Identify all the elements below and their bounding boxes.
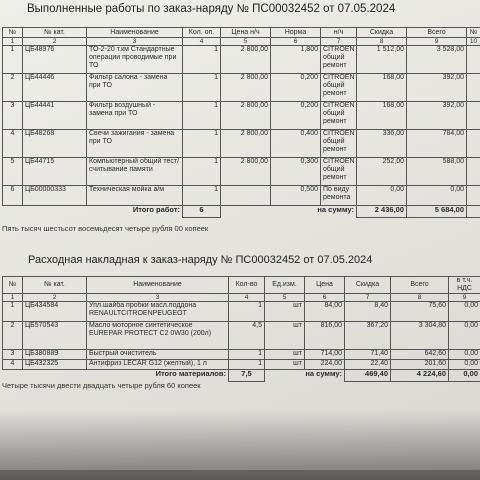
row-code: ЦБ44441 [23,102,87,130]
works-col-disc: Скидка [357,28,407,38]
row-code: ЦБ434584 [23,302,87,322]
materials-table [2,276,480,382]
row-discount: 367,20 [345,322,391,350]
row-nh: CITROEN общий ремонт [321,74,357,102]
materials-footer-discount: 469,40 [345,370,391,382]
materials-col-code: № кат. [23,277,87,294]
row-qty: 1 [183,102,221,130]
row-number: 1 [3,46,23,74]
row-nh: CITROEN общий ремонт [321,46,357,74]
table-row [3,350,480,360]
works-col-price: Цена н/ч [221,28,271,38]
row-price: 2 800,00 [221,74,271,102]
row-total: 392,00 [407,102,467,130]
materials-footer-vat: 0,00 [449,370,480,382]
row-total: 784,00 [407,130,467,158]
row-vat: 0,00 [449,322,480,350]
row-number: 5 [3,158,23,186]
row-total: 201,60 [391,360,449,370]
materials-header-row [3,277,480,294]
row-price: 2 800,00 [221,102,271,130]
row-nh: CITROEN общий ремонт [321,102,357,130]
row-unit: шт [265,350,305,360]
row-qty: 1 [183,74,221,102]
row-norm: 1,800 [271,46,321,74]
row-total: 3 304,80 [391,322,449,350]
row-qty: 1 [183,46,221,74]
row-name: ТО-2-20 т.км Стандартные операции проводимые при ТО [87,46,183,74]
works-index: 2 [23,38,87,46]
row-name: Компьютерный общий тест/считывание памяти [87,158,183,186]
works-col-n2: № [467,28,480,38]
row-number: 2 [3,322,23,350]
row-vat: 0,00 [449,350,480,360]
table-row [3,186,480,206]
row-code: ЦБ48976 [23,46,87,74]
materials-index: 6 [305,294,345,302]
works-col-name: Наименование [87,28,183,38]
row-code: ЦБ00000333 [23,186,87,206]
works-index: 9 [407,38,467,46]
works-index: 8 [357,38,407,46]
works-header-row [3,28,480,38]
table-row [3,130,480,158]
row-name: Упл.шайба пробки масл.поддона RENAULTCITROENPEUGEOT [87,302,229,322]
row-discount: 168,00 [357,74,407,102]
row-discount: 8,40 [345,302,391,322]
row-nh: CITROEN общий ремонт [321,130,357,158]
table-row [3,322,480,350]
materials-col-qty: Кол-во [229,277,265,294]
row-total: 642,60 [391,350,449,360]
table-row [3,158,480,186]
works-footer-sum-label: на сумму: [317,205,354,214]
row-code: ЦБ380889 [23,350,87,360]
works-index: 10 [467,38,480,46]
materials-col-name: Наименование [87,277,229,294]
works-index: 3 [87,38,183,46]
row-code: ЦБ44446 [23,74,87,102]
row-code: ЦБ48268 [23,130,87,158]
row-nh: По виду ремонта [321,186,357,206]
row-discount: 22,40 [345,360,391,370]
materials-col-disc: Скидка [345,277,391,294]
row-price [221,186,271,206]
works-footer-row [3,206,480,218]
row-discount: 71,40 [345,350,391,360]
row-price: 2 800,00 [221,130,271,158]
materials-col-total: Всего [391,277,449,294]
materials-index: 9 [449,294,480,302]
table-row [3,102,480,130]
row-total: 588,00 [407,158,467,186]
row-number: 2 [3,74,23,102]
row-name: Фильтр воздушный - замена при ТО [87,102,183,130]
works-footer-label: Итого работ: [132,205,180,214]
works-footer-discount: 2 436,00 [357,206,407,218]
row-price: 224,00 [305,360,345,370]
works-index: 5 [221,38,271,46]
materials-title: Расходная накладная к заказ-наряду № ПС00032452 от 07.05.2024 [28,254,373,266]
works-col-nh: н/ч [321,28,357,38]
row-discount: 168,00 [357,102,407,130]
works-title: Выполненные работы по заказ-наряду № ПС00032452 от 07.05.2024 [27,3,396,15]
materials-index-row [3,294,480,302]
materials-col-unit: Ед.изм. [265,277,305,294]
row-number: 4 [3,130,23,158]
works-col-qty: Кол. оп. [183,28,221,38]
row-name: Масло моторное синтетическое EUREPAR PROTECT C2 0W30 (200л) [87,322,229,350]
materials-footer-row [3,370,480,382]
works-index: 7 [321,38,357,46]
row-code: ЦБ570543 [23,322,87,350]
works-footer-qty: 6 [183,206,221,218]
materials-index: 5 [265,294,305,302]
row-discount: 336,00 [357,130,407,158]
row-qty: 1 [229,360,265,370]
materials-index: 7 [345,294,391,302]
row-qty: 1 [183,186,221,206]
works-footer-total: 5 684,00 [407,206,467,218]
materials-index: 1 [3,294,23,302]
row-name: Быстрый очиститель [87,350,229,360]
works-index: 6 [271,38,321,46]
row-price: 714,00 [305,350,345,360]
row-qty: 1 [229,350,265,360]
row-price: 816,00 [305,322,345,350]
row-qty: 1 [183,158,221,186]
materials-index: 4 [229,294,265,302]
row-vat: 0,00 [449,302,480,322]
row-norm: 0,400 [271,130,321,158]
works-index: 4 [183,38,221,46]
materials-footer-total: 4 224,60 [391,370,449,382]
row-unit: шт [265,360,305,370]
row-number: 3 [3,102,23,130]
materials-col-vat: в т.ч. НДС [449,277,480,294]
row-qty: 1 [183,130,221,158]
row-total: 0,00 [407,186,467,206]
row-number: 1 [3,302,23,322]
row-price: 84,00 [305,302,345,322]
row-number: 4 [3,360,23,370]
row-name: Техническая мойка а/м [87,186,183,206]
row-total: 75,60 [391,302,449,322]
table-row [3,46,480,74]
materials-index: 2 [23,294,87,302]
row-norm: 0,200 [271,102,321,130]
works-amount-in-words: Пять тысяч шестьсот восемьдесят четыре рубля 00 копеек [2,224,209,233]
row-discount: 1 512,00 [357,46,407,74]
works-col-n: № [3,28,23,38]
row-name: Антифриз LECAR G12 (желтый), 1 л [87,360,229,370]
row-price: 2 800,00 [221,46,271,74]
materials-index: 3 [87,294,229,302]
row-norm: 0,200 [271,74,321,102]
table-row [3,302,480,322]
row-discount: 0,00 [357,186,407,206]
materials-footer-sum-label: на сумму: [305,369,342,378]
row-name: Фильтр салона - замена при ТО [87,74,183,102]
row-nh: CITROEN общий ремонт [321,158,357,186]
row-qty: 1 [229,302,265,322]
works-table [2,27,480,218]
row-number: 3 [3,350,23,360]
row-price: 2 800,00 [221,158,271,186]
row-unit: шт [265,322,305,350]
row-total: 392,00 [407,74,467,102]
row-unit: шт [265,302,305,322]
row-discount: 252,00 [357,158,407,186]
row-norm: 0,300 [271,158,321,186]
works-col-norm: Норма [271,28,321,38]
table-row [3,74,480,102]
works-col-code: № кат. [23,28,87,38]
materials-col-price: Цена [305,277,345,294]
works-col-total: Всего [407,28,467,38]
row-code: ЦБ432325 [23,360,87,370]
table-row [3,360,480,370]
row-name: Свечи зажигания - замена при ТО [87,130,183,158]
materials-footer-label: Итого материалов: [155,369,226,378]
row-norm: 0,500 [271,186,321,206]
works-index: 1 [3,38,23,46]
materials-index: 8 [391,294,449,302]
row-vat: 0,00 [449,360,480,370]
materials-footer-qty: 7,5 [229,370,265,382]
row-qty: 4,5 [229,322,265,350]
materials-col-n: № [3,277,23,294]
row-number: 6 [3,186,23,206]
works-index-row [3,38,480,46]
materials-amount-in-words: Четыре тысячи двести двадцать четыре рубля 60 копеек [2,381,201,390]
row-total: 3 528,00 [407,46,467,74]
row-code: ЦБ44715 [23,158,87,186]
